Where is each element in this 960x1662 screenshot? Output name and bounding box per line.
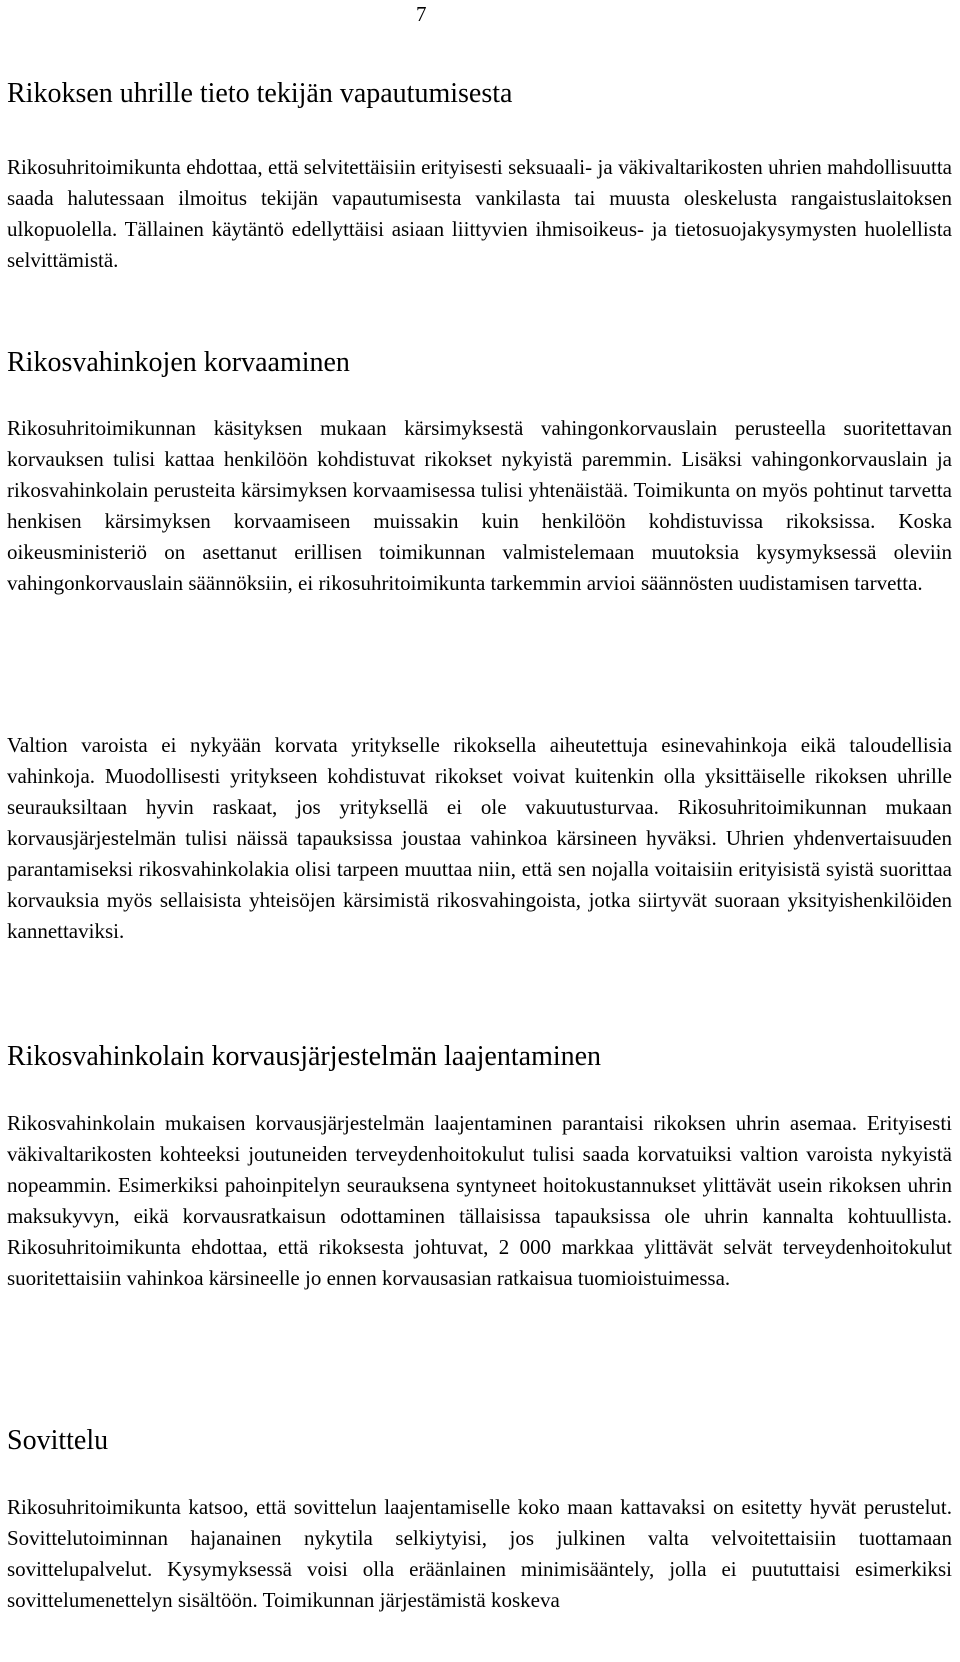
- paragraph-victim-notification: Rikosuhritoimikunta ehdottaa, että selvitettäisiin erityisesti seksuaali- ja väkivaltarikosten uhrien mahdollisuutta saada halutessaan ilmoitus tekijän vapautumisesta vankilasta tai muusta oleskelusta rangaistuslaitoksen ulkopuolella. Tällainen käytäntö edellyttäisi asiaan liittyvien ihmisoikeus- ja tietosuojakysymysten huolellista selvittämistä.: [7, 155, 952, 272]
- section-heading-damage-compensation: Rikosvahinkojen korvaaminen: [7, 347, 350, 378]
- page-number: 7: [416, 2, 427, 26]
- section-heading-compensation-expansion: Rikosvahinkolain korvausjärjestelmän laajentaminen: [7, 1041, 602, 1072]
- paragraph-mediation: Rikosuhritoimikunta katsoo, että sovittelun laajentamiselle koko maan kattavaksi on esitetty hyvät perustelut. Sovittelutoiminnan hajanainen nykytila selkiytyisi, jos julkinen valta velvoitettaisiin tuottamaan sovittelupalvelut. Kysymyksessä voisi olla eräänlainen minimisääntely, jolla ei puututtaisi esimerkiksi sovittelumenettelyn sisältöön. Toimikunnan järjestämistä koskeva: [7, 1495, 952, 1612]
- section-heading-victim-notification: Rikoksen uhrille tieto tekijän vapautumisesta: [7, 78, 513, 109]
- paragraph-compensation-expansion: Rikosvahinkolain mukaisen korvausjärjestelmän laajentaminen parantaisi rikoksen uhrin asemaa. Erityisesti väkivaltarikosten kohteeksi joutuneiden terveydenhoitokulut tulisi saada korvatuiksi valtion varoista nykyistä nopeammin. Esimerkiksi pahoinpitelyn seurauksena syntyneet hoitokustannukset ylittävät usein rikoksen uhrin maksukyvyn, eikä korvausratkaisun odottaminen tällaisissa tapauksissa ole uhrin kannalta kohtuullista. Rikosuhritoimikunta ehdottaa, että rikoksesta johtuvat, 2 000 markkaa ylittävät selvät terveydenhoitokulut suoritettaisiin vahinkoa kärsineelle jo ennen korvausasian ratkaisua tuomioistuimessa.: [7, 1111, 952, 1290]
- paragraph-damage-compensation-2: Valtion varoista ei nykyään korvata yritykselle rikoksella aiheutettuja esinevahinkoja eikä taloudellisia vahinkoja. Muodollisesti yritykseen kohdistuvat rikokset voivat kuitenkin olla yksittäiselle rikoksen uhrille seurauksiltaan hyvin raskaat, jos yrityksellä ei ole vakuutusturvaa. Rikosuhritoimikunnan mukaan korvausjärjestelmän tulisi näissä tapauksissa joustaa vahinkoa kärsineen hyväksi. Uhrien yhdenvertaisuuden parantamiseksi rikosvahinkolakia olisi tarpeen muuttaa niin, että sen nojalla voitaisiin erityisistä syistä suorittaa korvauksia myös sellaisista yhteisöjen kärsimistä rikosvahingoista, jotka siirtyvät suoraan yksityishenkilöiden kannettaviksi.: [7, 733, 952, 943]
- section-heading-mediation: Sovittelu: [7, 1425, 109, 1456]
- paragraph-damage-compensation-1: Rikosuhritoimikunnan käsityksen mukaan kärsimyksestä vahingonkorvauslain perusteella suoritettavan korvauksen tulisi kattaa henkilöön kohdistuvat rikokset nykyistä paremmin. Lisäksi vahingonkorvauslain ja rikosvahinkolain perusteita kärsimyksen korvaamisessa tulisi yhtenäistää. Toimikunta on myös pohtinut tarvetta henkisen kärsimyksen korvaamiseen muissakin kuin henkilöön kohdistuvissa rikoksissa. Koska oikeusministeriö on asettanut erillisen toimikunnan valmistelemaan muutoksia kysymyksessä oleviin vahingonkorvauslain säännöksiin, ei rikosuhritoimikunta tarkemmin arvioi säännösten uudistamisen tarvetta.: [7, 416, 952, 595]
